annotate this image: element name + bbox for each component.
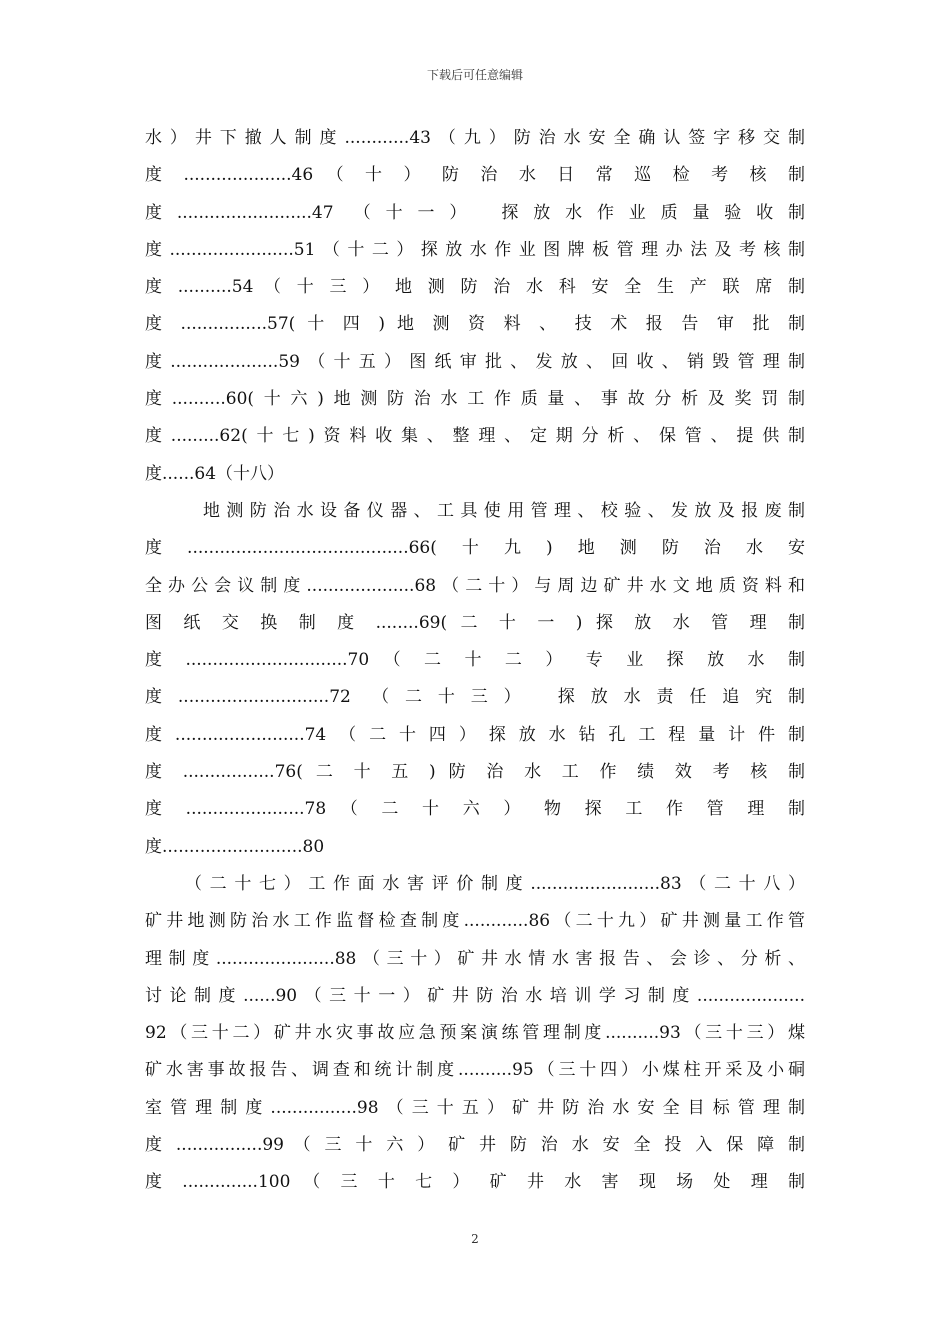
toc-line: 度........................74（二十四）探放水钻孔工程量计件制 [145, 724, 805, 745]
toc-line: 度..........60(十六)地测防治水工作质量、事故分析及奖罚制 [145, 389, 805, 410]
toc-line: 度 ................99 （ 三 十 六 ） 矿 井 防 治 水 安 全 投 入 保 障 制 [145, 1135, 805, 1156]
toc-line: 矿井地测防治水工作监督检查制度............86（二十九）矿井测量工作管 [145, 911, 805, 932]
toc-line: 度.........62(十七)资料收集、整理、定期分析、保管、提供制 [145, 426, 805, 447]
toc-line: 室管理制度................98（三十五）矿井防治水安全目标管理制 [145, 1097, 805, 1118]
toc-line: 度 ....................46 （ 十 ） 防 治 水 日 常 巡 检 考 核 制 [145, 165, 805, 186]
toc-line: 图 纸 交 换 制 度 ........69( 二 十 一 ) 探 放 水 管 理 制 [145, 612, 805, 633]
toc-line: （二十七）工作面水害评价制度........................83（二十八） [185, 873, 805, 894]
toc-line: 92（三十二）矿井水灾事故应急预案演练管理制度..........93（三十三）煤 [145, 1023, 805, 1044]
toc-line: 度..........................80 [145, 836, 325, 857]
toc-line: 度 ......................78 （ 二 十 六 ） 物 探 工 作 管 理 制 [145, 799, 805, 820]
toc-line: 度 ..............100 （ 三 十 七 ） 矿 井 水 害 现 场 处 理 制 [145, 1172, 805, 1193]
toc-line: 度.........................................66(十九)地测防治水安 [145, 538, 805, 559]
toc-line: 度 ................57( 十 四 ) 地 测 资 料 、 技 术 报 告 审 批 制 [145, 314, 805, 335]
page-number: 2 [471, 1232, 479, 1246]
toc-body [145, 120, 805, 1202]
toc-line: 矿水害事故报告、调查和统计制度..........95（三十四）小煤柱开采及小硐 [145, 1060, 805, 1081]
toc-line: 度......64（十八） [145, 463, 285, 484]
toc-line: 度....................59（十五）图纸审批、发放、回收、销毁管理制 [145, 351, 805, 372]
toc-line: 度.........................47 （十一） 探放水作业质量验收制 [145, 202, 805, 223]
toc-line: 度 ..............................70 （ 二 十 二 ） 专 业 探 放 水 制 [145, 650, 805, 671]
toc-line: 讨论制度......90（三十一）矿井防治水培训学习制度.................... [145, 985, 805, 1006]
toc-line: 全办公会议制度....................68（二十）与周边矿井水文地质资料和 [145, 575, 805, 596]
page-header: 下载后可任意编辑 [426, 68, 523, 82]
toc-line: 水）井下撤人制度............43（九）防治水安全确认签字移交制 [145, 128, 805, 148]
toc-line: 度 ..........54 （ 十 三 ） 地 测 防 治 水 科 安 全 生 产 联 席 制 [145, 277, 805, 298]
toc-line: 度 .................76( 二 十 五 ) 防 治 水 工 作 绩 效 考 核 制 [145, 762, 805, 783]
toc-line: 度.......................51（十二）探放水作业图牌板管理办法及考核制 [145, 239, 805, 260]
toc-line: 理制度......................88（三十）矿井水情水害报告、会诊、分析、 [145, 948, 805, 969]
toc-line: 地测防治水设备仪器、工具使用管理、校验、发放及报废制 [203, 500, 805, 521]
toc-line: 度............................72 （二十三） 探放水责任追究制 [145, 687, 805, 708]
